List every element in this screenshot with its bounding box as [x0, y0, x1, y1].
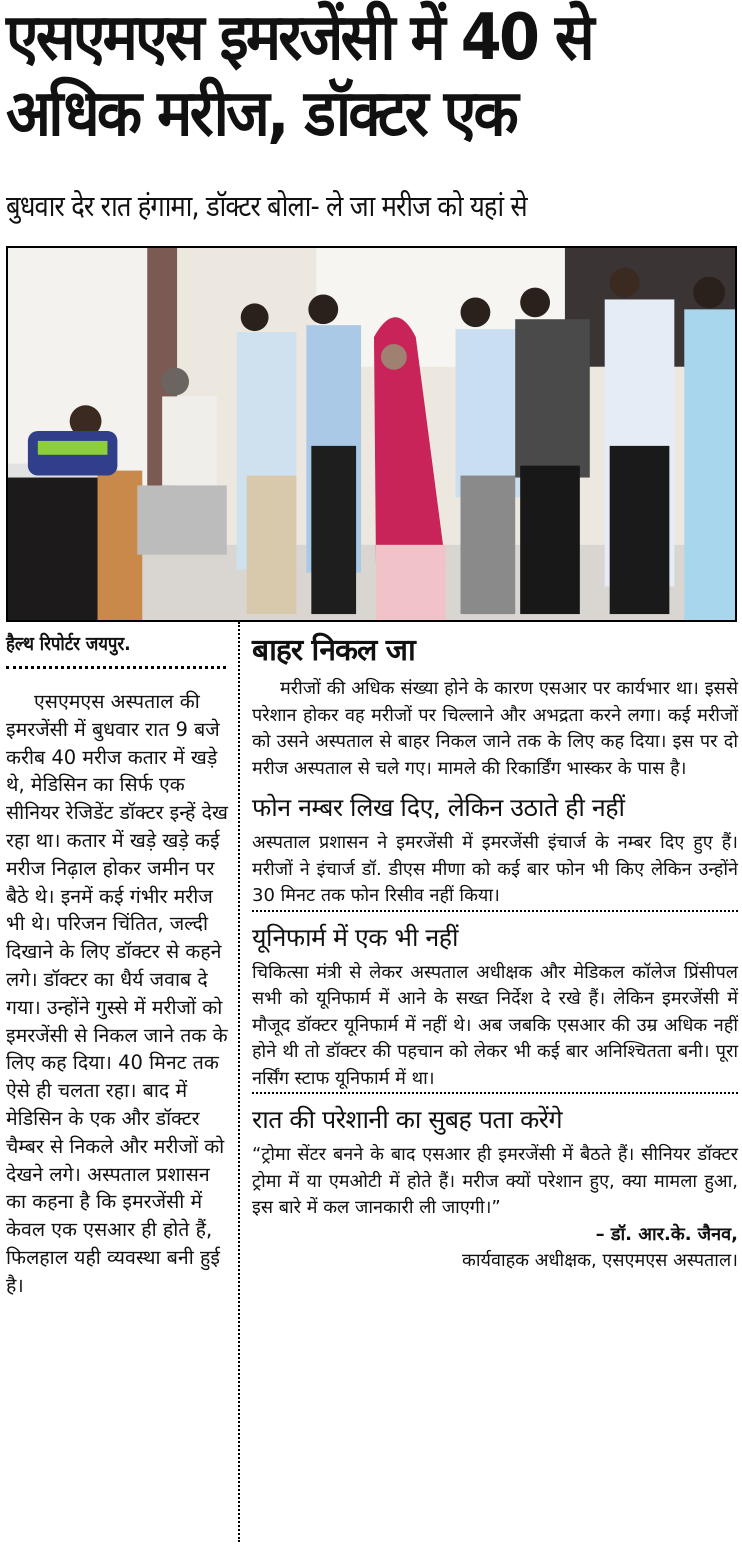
- lead-column: [6, 688, 230, 1300]
- attribution-name: – डॉ. आर.के. जैनव,: [595, 1223, 738, 1245]
- subheadline: बुधवार देर रात हंगामा, डॉक्टर बोला- ले जा मरीज को यहां से: [6, 189, 527, 223]
- section-title: यूनिफार्म में एक भी नहीं: [252, 922, 458, 952]
- sections-column: [252, 626, 738, 1275]
- byline-divider: [6, 666, 226, 669]
- section-body: मरीजों की अधिक संख्या होने के कारण एसआर पर कार्यभार था। इससे परेशान होकर वह मरीजों पर चिल्लाने और अभद्रता करने लगा। कई मरीजों को उसने अस्पताल से बाहर निकल जाने तक के लिए कह दिया। इस पर दो मरीज अस्पताल से चले गए। मामले की रिकार्डिंग भास्कर के पास है।: [252, 678, 738, 779]
- section-bahar-nikal-ja: [252, 626, 738, 782]
- headline-line-1: एसएमएस इमरजेंसी में 40 से: [6, 1, 592, 75]
- photo-illustration: [8, 248, 735, 620]
- section-quote: “ट्रोमा सेंटर बनने के बाद एसआर ही इमरजेंसी में बैठते हैं। सीनियर डॉक्टर ट्रोमा में या एमओटी में होते हैं। मरीज क्यों परेशान हुए, क्या मामला हुआ, इस बारे में कल जानकारी ली जाएगी।”: [252, 1144, 738, 1218]
- section-title: फोन नम्बर लिख दिए, लेकिन उठाते ही नहीं: [252, 793, 625, 822]
- section-title: बाहर निकल जा: [252, 633, 415, 668]
- headline-line-2: अधिक मरीज, डॉक्टर एक: [6, 77, 516, 151]
- byline: हैल्थ रिपोर्टर जयपुर.: [6, 633, 131, 655]
- lead-paragraph: एसएमएस अस्पताल की इमरजेंसी में बुधवार रात 9 बजे करीब 40 मरीज कतार में खड़े थे, मेडिसिन का सिर्फ एक सीनियर रेजिडेंट डॉक्टर इन्हें देख रहा था। कतार में खड़े खड़े कई मरीज निढ़ाल होकर जमीन पर बैठे थे। इनमें कई गंभीर मरीज भी थे। परिजन चिंतित, जल्दी दिखाने के लिए डॉक्टर से कहने लगे। डॉक्टर का धैर्य जवाब दे गया। उन्होंने गुस्से में मरीजों को इमरजेंसी से निकल जाने तक के लिए कह दिया। 40 मिनट तक ऐसे ही चलता रहा। बाद में मेडिसिन के एक और डॉक्टर चैम्बर से निकले और मरीजों को देखने लगे। अस्पताल प्रशासन का कहना है कि इमरजेंसी में केवल एक एसआर ही होते हैं, फिलहाल यही व्यवस्था बनी हुई है।: [6, 690, 228, 1297]
- section-body: अस्पताल प्रशासन ने इमरजेंसी में इमरजेंसी इंचार्ज के नम्बर दिए हुए हैं। मरीजों ने इंचार्ज डॉ. डीएस मीणा को कई बार फोन भी किए लेकिन उन्होंने 30 मिनट तक फोन रिसीव नहीं किया।: [252, 830, 738, 912]
- news-photo: [6, 246, 737, 622]
- section-title: रात की परेशानी का सुबह पता करेंगे: [252, 1105, 563, 1134]
- section-phone-numbers: [252, 786, 738, 912]
- quote-attribution: [252, 1222, 738, 1275]
- column-divider: [238, 622, 240, 1542]
- headline: [6, 0, 683, 152]
- section-uniform: [252, 916, 738, 1095]
- attribution-title: कार्यवाहक अधीक्षक, एसएमएस अस्पताल।: [462, 1250, 738, 1271]
- section-night-trouble: [252, 1098, 738, 1275]
- section-body: चिकित्सा मंत्री से लेकर अस्पताल अधीक्षक और मेडिकल कॉलेज प्रिंसीपल सभी को यूनिफार्म में आने के सख्त निर्देश दे रखे हैं। लेकिन इमरजेंसी में मौजूद डॉक्टर यूनिफार्म में नहीं थे। अब जबकि एसआर की उम्र अधिक नहीं होने थी तो डॉक्टर की पहचान को लेकर भी कई बार अनिश्चितता बनी। पूरा नर्सिंग स्टाफ यूनिफार्म में था।: [252, 960, 738, 1095]
